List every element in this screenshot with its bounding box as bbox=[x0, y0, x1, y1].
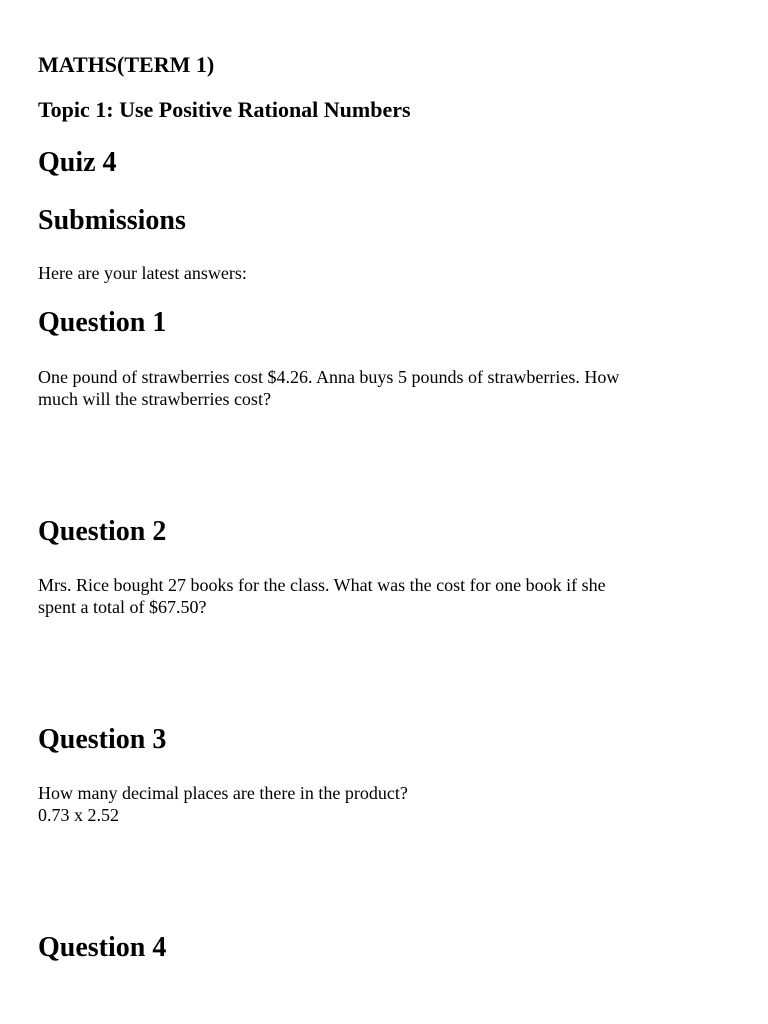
submissions-heading: Submissions bbox=[38, 205, 186, 236]
quiz-title: Quiz 4 bbox=[38, 147, 117, 178]
question-2-text bbox=[38, 574, 728, 618]
course-title: MATHS(TERM 1) bbox=[38, 52, 215, 77]
question-1-line-1: One pound of strawberries cost $4.26. Anna buys 5 pounds of strawberries. How bbox=[38, 367, 620, 387]
question-1-heading: Question 1 bbox=[38, 307, 167, 338]
question-2-heading: Question 2 bbox=[38, 516, 167, 547]
question-3-line-1: How many decimal places are there in the product? bbox=[38, 783, 408, 803]
intro-text: Here are your latest answers: bbox=[38, 263, 247, 283]
question-3-line-2: 0.73 x 2.52 bbox=[38, 805, 119, 825]
question-4-heading: Question 4 bbox=[38, 932, 167, 963]
question-3-heading: Question 3 bbox=[38, 724, 167, 755]
question-2-line-1: Mrs. Rice bought 27 books for the class. What was the cost for one book if she bbox=[38, 575, 606, 595]
question-3-text bbox=[38, 782, 728, 826]
question-1-line-2: much will the strawberries cost? bbox=[38, 389, 271, 409]
topic-title: Topic 1: Use Positive Rational Numbers bbox=[38, 97, 411, 122]
question-2-line-2: spent a total of $67.50? bbox=[38, 597, 207, 617]
question-1-text bbox=[38, 366, 728, 410]
